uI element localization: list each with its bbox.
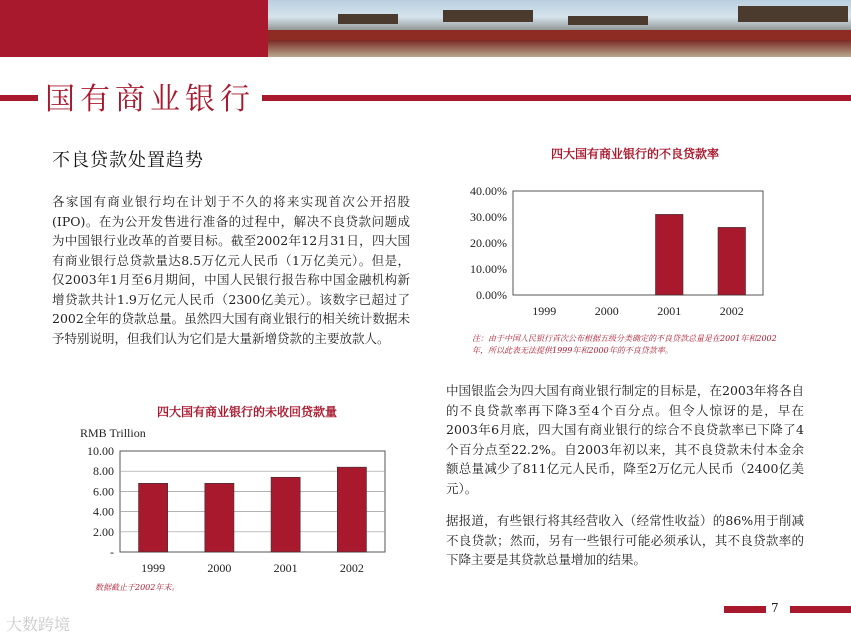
loans-chart-note: 数据截止于2002年末。 xyxy=(95,583,180,592)
footer-bar-left xyxy=(724,606,766,613)
y-tick-label: 10.00 xyxy=(87,444,114,458)
y-tick-label: 0.00% xyxy=(476,288,507,302)
bar-1999 xyxy=(139,483,168,552)
y-tick-label: 30.00% xyxy=(470,210,507,224)
outstanding-loans-chart xyxy=(70,422,390,597)
page-title: 国有商业银行 xyxy=(45,82,255,117)
section-heading: 不良贷款处置趋势 xyxy=(52,150,204,171)
paragraph-target: 中国银监会为四大国有商业银行制定的目标是，在2003年将各自的不良贷款率再下降3至4个百分点。但令人惊讶的是，早在2003年6月底，四大国有商业银行的综合不良贷款率已下降了4个百分点至22.2%。自2003年初以来，其不良贷款未付本金余额总量减少了811亿元人民币，降至2万亿元人民币（2400亿美元）。 xyxy=(446,383,804,496)
y-tick-label: 20.00% xyxy=(470,236,507,250)
paragraph-reported: 据报道，有些银行将其经营收入（经常性收益）的86%用于削减不良贷款；然而，另有一些银行可能必须承认，其不良贷款率的下降主要是其贷款总量增加的结果。 xyxy=(446,513,804,567)
y-tick-label: 4.00 xyxy=(93,504,114,519)
x-tick-label: 2002 xyxy=(339,561,364,575)
npl-ratio-chart xyxy=(440,170,820,330)
title-rule-right xyxy=(262,95,851,101)
loans-chart-title: 四大国有商业银行的未收回贷款量 xyxy=(156,405,337,419)
title-rule-left xyxy=(0,95,38,101)
npl-chart-title: 四大国有商业银行的不良贷款率 xyxy=(550,147,719,161)
y-tick-label: 10.00% xyxy=(470,262,507,276)
watermark-logo: 大数跨境 xyxy=(6,615,71,634)
y-tick-label: 40.00% xyxy=(470,184,507,198)
bar-2002 xyxy=(718,227,746,295)
paragraph-ipo: 各家国有商业银行均在计划于不久的将来实现首次公开招股(IPO)。在为公开发售进行准备的过程中，解决不良贷款问题成为中国银行业改革的首要目标。截至2002年12月31日，四大国有商业银行总贷款量达8.5万亿元人民币（1万亿美元）。但是，仅2003年1月至6月期间，中国人民银行报告称中国金融机构新增贷款共计1.9万亿元人民币（2300亿美元）。该数字已超过了2002全年的贷款总量。虽然四大国有商业银行的相关统计数据未予特别说明，但我们认为它们是大量新增贷款的主要放款人。 xyxy=(52,194,410,346)
bar-2001 xyxy=(656,214,684,295)
y-tick-label: 6.00 xyxy=(93,484,114,499)
bar-2002 xyxy=(337,467,366,552)
y-tick-label: - xyxy=(110,545,114,559)
x-tick-label: 2000 xyxy=(207,561,232,575)
x-tick-label: 2001 xyxy=(273,561,298,575)
page-number: 7 xyxy=(771,601,779,615)
y-axis-label: RMB Trillion xyxy=(80,426,146,440)
bar-2000 xyxy=(205,483,234,552)
y-tick-label: 8.00 xyxy=(93,464,114,479)
header-red-band xyxy=(0,0,268,57)
x-tick-label: 1999 xyxy=(532,304,557,318)
x-tick-label: 2002 xyxy=(719,304,744,318)
npl-chart-note: 注：由于中国人民银行首次公布根据五级分类确定的不良贷款总量是在2001年和2002年，所以此表无法提供1999年和2000年的不良贷款率。 xyxy=(472,334,777,355)
y-tick-label: 2.00 xyxy=(93,524,114,539)
x-tick-label: 2000 xyxy=(594,304,619,318)
bar-2001 xyxy=(271,477,300,552)
x-tick-label: 2001 xyxy=(657,304,682,318)
footer-bar-right xyxy=(790,606,851,613)
forbidden-city-banner-image xyxy=(268,0,851,57)
x-tick-label: 1999 xyxy=(141,561,166,575)
